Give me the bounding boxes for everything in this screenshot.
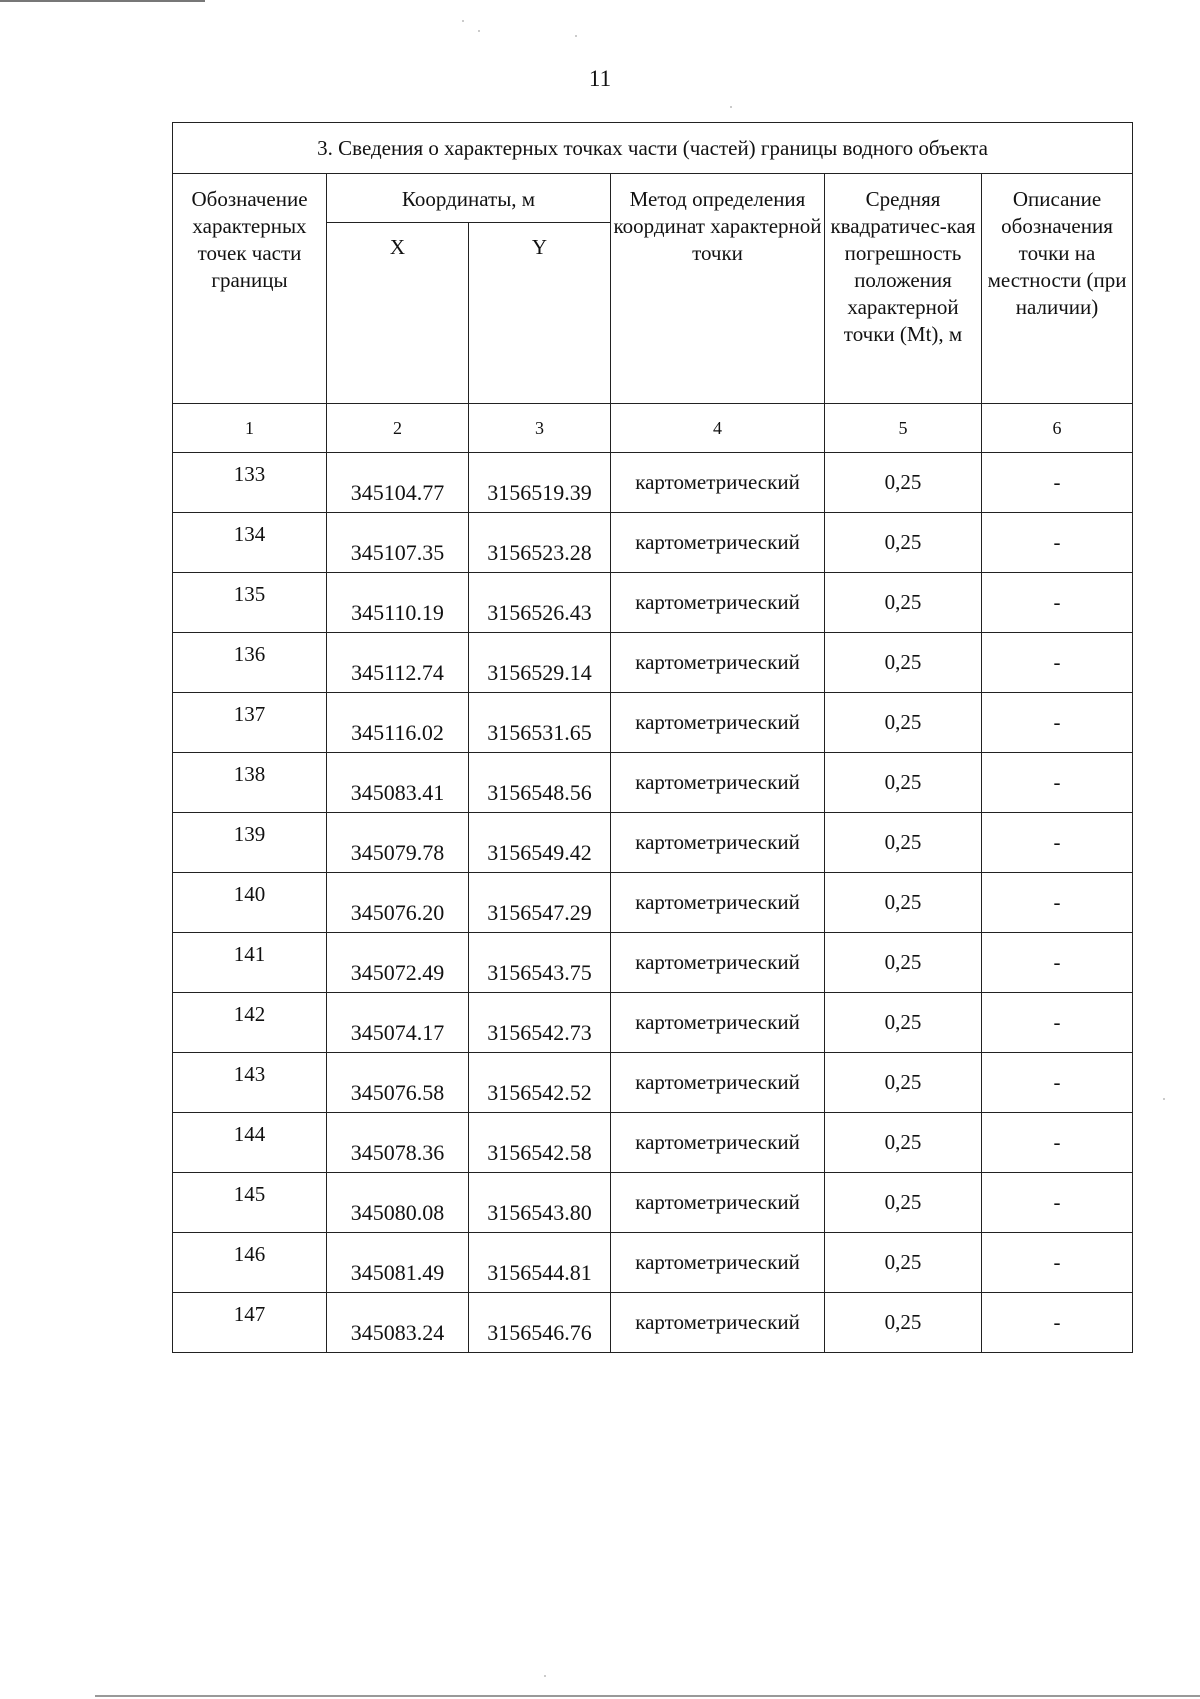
cell-coord-y: 3156543.80 bbox=[469, 1173, 611, 1233]
table-row bbox=[173, 573, 1133, 633]
cell-coord-x: 345104.77 bbox=[327, 453, 469, 513]
table-row bbox=[173, 873, 1133, 933]
cell-point-id: 136 bbox=[173, 633, 327, 693]
cell-method: картометрический bbox=[611, 813, 825, 873]
header-method: Метод определения координат характерной точки bbox=[611, 174, 825, 404]
cell-method: картометрический bbox=[611, 1053, 825, 1113]
table-row bbox=[173, 993, 1133, 1053]
page-number: 11 bbox=[588, 66, 612, 91]
cell-method: картометрический bbox=[611, 513, 825, 573]
cell-description: - bbox=[982, 813, 1133, 873]
cell-coord-y: 3156542.73 bbox=[469, 993, 611, 1053]
table-row bbox=[173, 633, 1133, 693]
cell-description: - bbox=[982, 993, 1133, 1053]
cell-rms-error: 0,25 bbox=[825, 813, 982, 873]
cell-rms-error: 0,25 bbox=[825, 873, 982, 933]
cell-description: - bbox=[982, 933, 1133, 993]
cell-coord-y: 3156544.81 bbox=[469, 1233, 611, 1293]
cell-coord-x: 345081.49 bbox=[327, 1233, 469, 1293]
cell-coord-x: 345076.20 bbox=[327, 873, 469, 933]
cell-coord-x: 345116.02 bbox=[327, 693, 469, 753]
cell-method: картометрический bbox=[611, 693, 825, 753]
cell-method: картометрический bbox=[611, 453, 825, 513]
cell-method: картометрический bbox=[611, 573, 825, 633]
table-row bbox=[173, 1053, 1133, 1113]
cell-point-id: 138 bbox=[173, 753, 327, 813]
cell-point-id: 141 bbox=[173, 933, 327, 993]
cell-description: - bbox=[982, 1173, 1133, 1233]
cell-method: картометрический bbox=[611, 993, 825, 1053]
scan-speck bbox=[544, 1675, 546, 1677]
cell-method: картометрический bbox=[611, 753, 825, 813]
cell-description: - bbox=[982, 453, 1133, 513]
cell-description: - bbox=[982, 633, 1133, 693]
column-number: 2 bbox=[327, 404, 469, 453]
cell-description: - bbox=[982, 693, 1133, 753]
cell-rms-error: 0,25 bbox=[825, 1233, 982, 1293]
cell-method: картометрический bbox=[611, 1233, 825, 1293]
cell-method: картометрический bbox=[611, 933, 825, 993]
table-row bbox=[173, 1113, 1133, 1173]
header-x: X bbox=[327, 223, 469, 404]
cell-point-id: 134 bbox=[173, 513, 327, 573]
cell-coord-y: 3156548.56 bbox=[469, 753, 611, 813]
table-row bbox=[173, 813, 1133, 873]
header-rms-error: Средняя квадратичес-кая погрешность положения характерной точки (Mt), м bbox=[825, 174, 982, 404]
header-y: Y bbox=[469, 223, 611, 404]
cell-coord-y: 3156526.43 bbox=[469, 573, 611, 633]
cell-coord-y: 3156529.14 bbox=[469, 633, 611, 693]
cell-point-id: 142 bbox=[173, 993, 327, 1053]
scan-speck bbox=[478, 30, 480, 32]
cell-description: - bbox=[982, 1233, 1133, 1293]
cell-point-id: 145 bbox=[173, 1173, 327, 1233]
cell-description: - bbox=[982, 573, 1133, 633]
cell-coord-y: 3156542.52 bbox=[469, 1053, 611, 1113]
scan-speck bbox=[575, 35, 577, 37]
header-description: Описание обозначения точки на местности (при наличии) bbox=[982, 174, 1133, 404]
cell-method: картометрический bbox=[611, 633, 825, 693]
cell-coord-x: 345076.58 bbox=[327, 1053, 469, 1113]
scan-edge-bottom bbox=[95, 1695, 1200, 1697]
table-row bbox=[173, 693, 1133, 753]
cell-coord-y: 3156542.58 bbox=[469, 1113, 611, 1173]
cell-coord-x: 345083.24 bbox=[327, 1293, 469, 1353]
table-row bbox=[173, 1173, 1133, 1233]
header-coordinates: Координаты, м bbox=[327, 174, 611, 223]
cell-method: картометрический bbox=[611, 873, 825, 933]
cell-rms-error: 0,25 bbox=[825, 513, 982, 573]
cell-point-id: 133 bbox=[173, 453, 327, 513]
scan-speck bbox=[462, 20, 464, 22]
column-number: 6 bbox=[982, 404, 1133, 453]
table-row bbox=[173, 513, 1133, 573]
boundary-points-table bbox=[172, 122, 1133, 1353]
cell-coord-x: 345072.49 bbox=[327, 933, 469, 993]
cell-rms-error: 0,25 bbox=[825, 633, 982, 693]
cell-description: - bbox=[982, 1053, 1133, 1113]
cell-rms-error: 0,25 bbox=[825, 1173, 982, 1233]
cell-coord-x: 345083.41 bbox=[327, 753, 469, 813]
cell-coord-y: 3156531.65 bbox=[469, 693, 611, 753]
cell-method: картометрический bbox=[611, 1173, 825, 1233]
scan-speck bbox=[1163, 1098, 1165, 1100]
table-body bbox=[173, 453, 1133, 1353]
cell-description: - bbox=[982, 1113, 1133, 1173]
scan-edge-top bbox=[0, 0, 205, 2]
cell-coord-x: 345078.36 bbox=[327, 1113, 469, 1173]
table-row bbox=[173, 1293, 1133, 1353]
cell-point-id: 146 bbox=[173, 1233, 327, 1293]
cell-point-id: 140 bbox=[173, 873, 327, 933]
cell-rms-error: 0,25 bbox=[825, 1113, 982, 1173]
cell-point-id: 143 bbox=[173, 1053, 327, 1113]
column-number: 4 bbox=[611, 404, 825, 453]
cell-coord-x: 345112.74 bbox=[327, 633, 469, 693]
cell-coord-x: 345074.17 bbox=[327, 993, 469, 1053]
cell-point-id: 137 bbox=[173, 693, 327, 753]
cell-coord-y: 3156519.39 bbox=[469, 453, 611, 513]
cell-point-id: 144 bbox=[173, 1113, 327, 1173]
cell-coord-x: 345107.35 bbox=[327, 513, 469, 573]
cell-point-id: 147 bbox=[173, 1293, 327, 1353]
cell-rms-error: 0,25 bbox=[825, 693, 982, 753]
cell-coord-x: 345080.08 bbox=[327, 1173, 469, 1233]
column-number: 1 bbox=[173, 404, 327, 453]
cell-coord-y: 3156549.42 bbox=[469, 813, 611, 873]
cell-method: картометрический bbox=[611, 1113, 825, 1173]
table-title: 3. Сведения о характерных точках части (частей) границы водного объекта bbox=[173, 123, 1133, 174]
cell-coord-y: 3156547.29 bbox=[469, 873, 611, 933]
cell-rms-error: 0,25 bbox=[825, 573, 982, 633]
cell-description: - bbox=[982, 513, 1133, 573]
column-number: 3 bbox=[469, 404, 611, 453]
cell-coord-x: 345079.78 bbox=[327, 813, 469, 873]
cell-coord-y: 3156543.75 bbox=[469, 933, 611, 993]
cell-rms-error: 0,25 bbox=[825, 1293, 982, 1353]
column-number: 5 bbox=[825, 404, 982, 453]
table-row bbox=[173, 1233, 1133, 1293]
cell-coord-y: 3156546.76 bbox=[469, 1293, 611, 1353]
cell-description: - bbox=[982, 753, 1133, 813]
cell-description: - bbox=[982, 873, 1133, 933]
cell-coord-y: 3156523.28 bbox=[469, 513, 611, 573]
scan-speck bbox=[730, 106, 732, 108]
cell-rms-error: 0,25 bbox=[825, 993, 982, 1053]
cell-point-id: 139 bbox=[173, 813, 327, 873]
table-row bbox=[173, 453, 1133, 513]
table-row bbox=[173, 753, 1133, 813]
cell-method: картометрический bbox=[611, 1293, 825, 1353]
table-row bbox=[173, 933, 1133, 993]
header-point-designation: Обозначение характерных точек части границы bbox=[173, 174, 327, 404]
cell-rms-error: 0,25 bbox=[825, 1053, 982, 1113]
cell-rms-error: 0,25 bbox=[825, 453, 982, 513]
cell-point-id: 135 bbox=[173, 573, 327, 633]
cell-coord-x: 345110.19 bbox=[327, 573, 469, 633]
cell-rms-error: 0,25 bbox=[825, 753, 982, 813]
cell-rms-error: 0,25 bbox=[825, 933, 982, 993]
cell-description: - bbox=[982, 1293, 1133, 1353]
